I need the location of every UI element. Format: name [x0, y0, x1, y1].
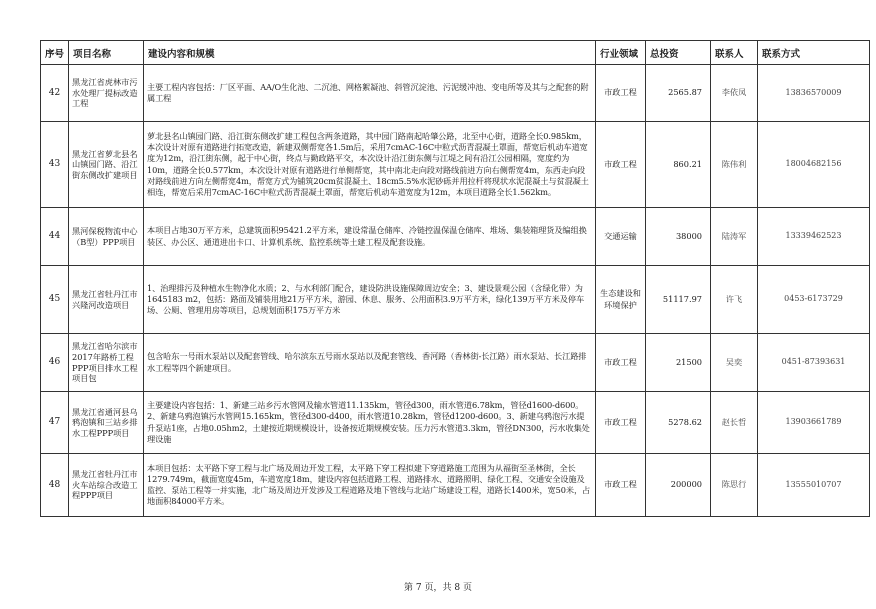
row-contact: 陈伟利 [711, 122, 758, 208]
table-row [41, 454, 870, 517]
row-content: 包含哈东一号雨水泵站以及配套管线、哈尔滨东五号雨水泵站以及配套管线、香河路（香林街-长江路）雨水泵站、长江路排水工程等四个新建项目。 [144, 334, 596, 392]
document-page [40, 40, 870, 517]
row-investment: 2565.87 [646, 65, 711, 122]
table-row [41, 122, 870, 208]
row-phone: 0451-87393631 [758, 334, 870, 392]
row-no: 42 [41, 65, 69, 122]
row-name: 黑龙江省牡丹江市火车站综合改造工程PPP项目 [69, 454, 144, 517]
row-phone: 13836570009 [758, 65, 870, 122]
row-content: 萝北县名山镇园门路、沿江街东侧改扩建工程包含两条道路，其中园门路南起哈肇公路，北至中心街，道路全长0.985km，本次设计对原有道路进行拓宽改造，新建双侧帮宽各1.5m后，采用7cmAC-16C中粒式沥青混凝土罩面，帮宽后机动车道宽度为12m，沿江街东侧，起于中心街，终点与勤政路平交，本次设计沿江街东侧与江堤之间有沿江公园相隔，宽度约为10m，道路全长0.577km，本次设计对原有道路进行单侧帮宽，其中南北走向段对路线前进方向右侧帮宽4m，东西走向段对路线前进方向左侧帮宽4m，帮宽方式为铺筑20cm贫混凝土、18cm5.5%水泥砂砾并用拉杆将现状水泥混凝土与贫混凝土相连，帮宽后采用7cmAC-16C中粒式沥青混凝土罩面，帮宽后机动车道宽度为12m，本项目道路全长1.562km。 [144, 122, 596, 208]
header-contact: 联系人 [711, 41, 758, 65]
project-table [40, 40, 870, 517]
table-row [41, 266, 870, 334]
row-industry: 市政工程 [596, 334, 646, 392]
row-content: 本项目占地30万平方米，总建筑面积95421.2平方米，建设常温仓储库、冷链控温保温仓储库、堆场、集装箱理货及编组换装区、办公区、通道进出卡口、计算机系统、监控系统等土建工程及配套设施。 [144, 208, 596, 266]
row-investment: 21500 [646, 334, 711, 392]
row-contact: 许飞 [711, 266, 758, 334]
header-phone: 联系方式 [758, 41, 870, 65]
row-content: 本项目包括：太平路下穿工程与北广场及周边开发工程，太平路下穿工程拟建下穿道路施工范围为从福街至圣林街，全长1279.749m，截面宽度45m，车道宽度18m，建设内容包括道路工程、道路排水、道路照明、绿化工程、交通安全设施及监控、泵站工程等一并实施，北广场及周边开发涉及工程道路及地下管线与北站广场建设工程，道路长1400米，宽50米，占地面积84000平方米。 [144, 454, 596, 517]
row-no: 48 [41, 454, 69, 517]
row-content: 1、治理排污及种植水生物净化水质；2、与水利部门配合，建设防洪设施保障周边安全；3、建设景观公园（含绿化带）为1645183 m2，包括：路面及铺装用地21万平方米，游园、休息、服务、公用面积3.9万平方米，绿化139万平方米及停车场、公厕、管理用房等项目，总规划面积175万平方米 [144, 266, 596, 334]
table-row [41, 208, 870, 266]
row-investment: 38000 [646, 208, 711, 266]
header-investment: 总投资 [646, 41, 711, 65]
page-footer: 第 7 页，共 8 页 [404, 583, 472, 593]
row-name: 黑龙江省牡丹江市兴隆河改造项目 [69, 266, 144, 334]
table-row [41, 334, 870, 392]
table-row [41, 392, 870, 454]
row-investment: 860.21 [646, 122, 711, 208]
row-investment: 200000 [646, 454, 711, 517]
row-name: 黑龙江省哈尔滨市2017年路桥工程PPP项目排水工程项目包 [69, 334, 144, 392]
row-contact: 陈思行 [711, 454, 758, 517]
row-investment: 51117.97 [646, 266, 711, 334]
header-name: 项目名称 [69, 41, 144, 65]
row-contact: 赵长哲 [711, 392, 758, 454]
row-contact: 吴奕 [711, 334, 758, 392]
header-industry: 行业领域 [596, 41, 646, 65]
row-name: 黑河保税物流中心（B型）PPP项目 [69, 208, 144, 266]
row-phone: 0453-6173729 [758, 266, 870, 334]
row-investment: 5278.62 [646, 392, 711, 454]
row-industry: 交通运输 [596, 208, 646, 266]
row-industry: 市政工程 [596, 65, 646, 122]
header-content: 建设内容和规模 [144, 41, 596, 65]
row-no: 46 [41, 334, 69, 392]
row-no: 43 [41, 122, 69, 208]
row-content: 主要建设内容包括：1、新建三站乡污水管网及输水管道11.135km，管径d300，雨水管道6.78km，管径d1600-d600。2、新建乌鸦泡镇污水管网15.165km，管径d300-d400，雨水管道10.28km，管径d1200-d600。3、新建乌鸦泡污水提升泵站1座，占地0.05hm2，土建按近期规模设计，设备按近期规模安装。压力污水管道3.3km，管径DN300，污水收集处理设施 [144, 392, 596, 454]
row-phone: 13903661789 [758, 392, 870, 454]
row-content: 主要工程内容包括：厂区平面、AA/O生化池、二沉池、网格絮凝池、斜管沉淀池、污泥缓冲池、变电所等及其与之配套的附属工程 [144, 65, 596, 122]
row-no: 44 [41, 208, 69, 266]
row-name: 黑龙江省萝北县名山镇园门路、沿江街东侧改扩建项目 [69, 122, 144, 208]
table-row [41, 65, 870, 122]
table-header-row [41, 41, 870, 65]
row-contact: 陆涛军 [711, 208, 758, 266]
row-name: 黑龙江省虎林市污水处理厂提标改造工程 [69, 65, 144, 122]
row-no: 47 [41, 392, 69, 454]
row-phone: 13555010707 [758, 454, 870, 517]
row-industry: 生态建设和环境保护 [596, 266, 646, 334]
row-phone: 13339462523 [758, 208, 870, 266]
row-contact: 李依凤 [711, 65, 758, 122]
row-no: 45 [41, 266, 69, 334]
row-industry: 市政工程 [596, 392, 646, 454]
row-industry: 市政工程 [596, 454, 646, 517]
header-no: 序号 [41, 41, 69, 65]
row-phone: 18004682156 [758, 122, 870, 208]
row-industry: 市政工程 [596, 122, 646, 208]
row-name: 黑龙江省通河县乌鸦泡镇和三站乡排水工程PPP项目 [69, 392, 144, 454]
